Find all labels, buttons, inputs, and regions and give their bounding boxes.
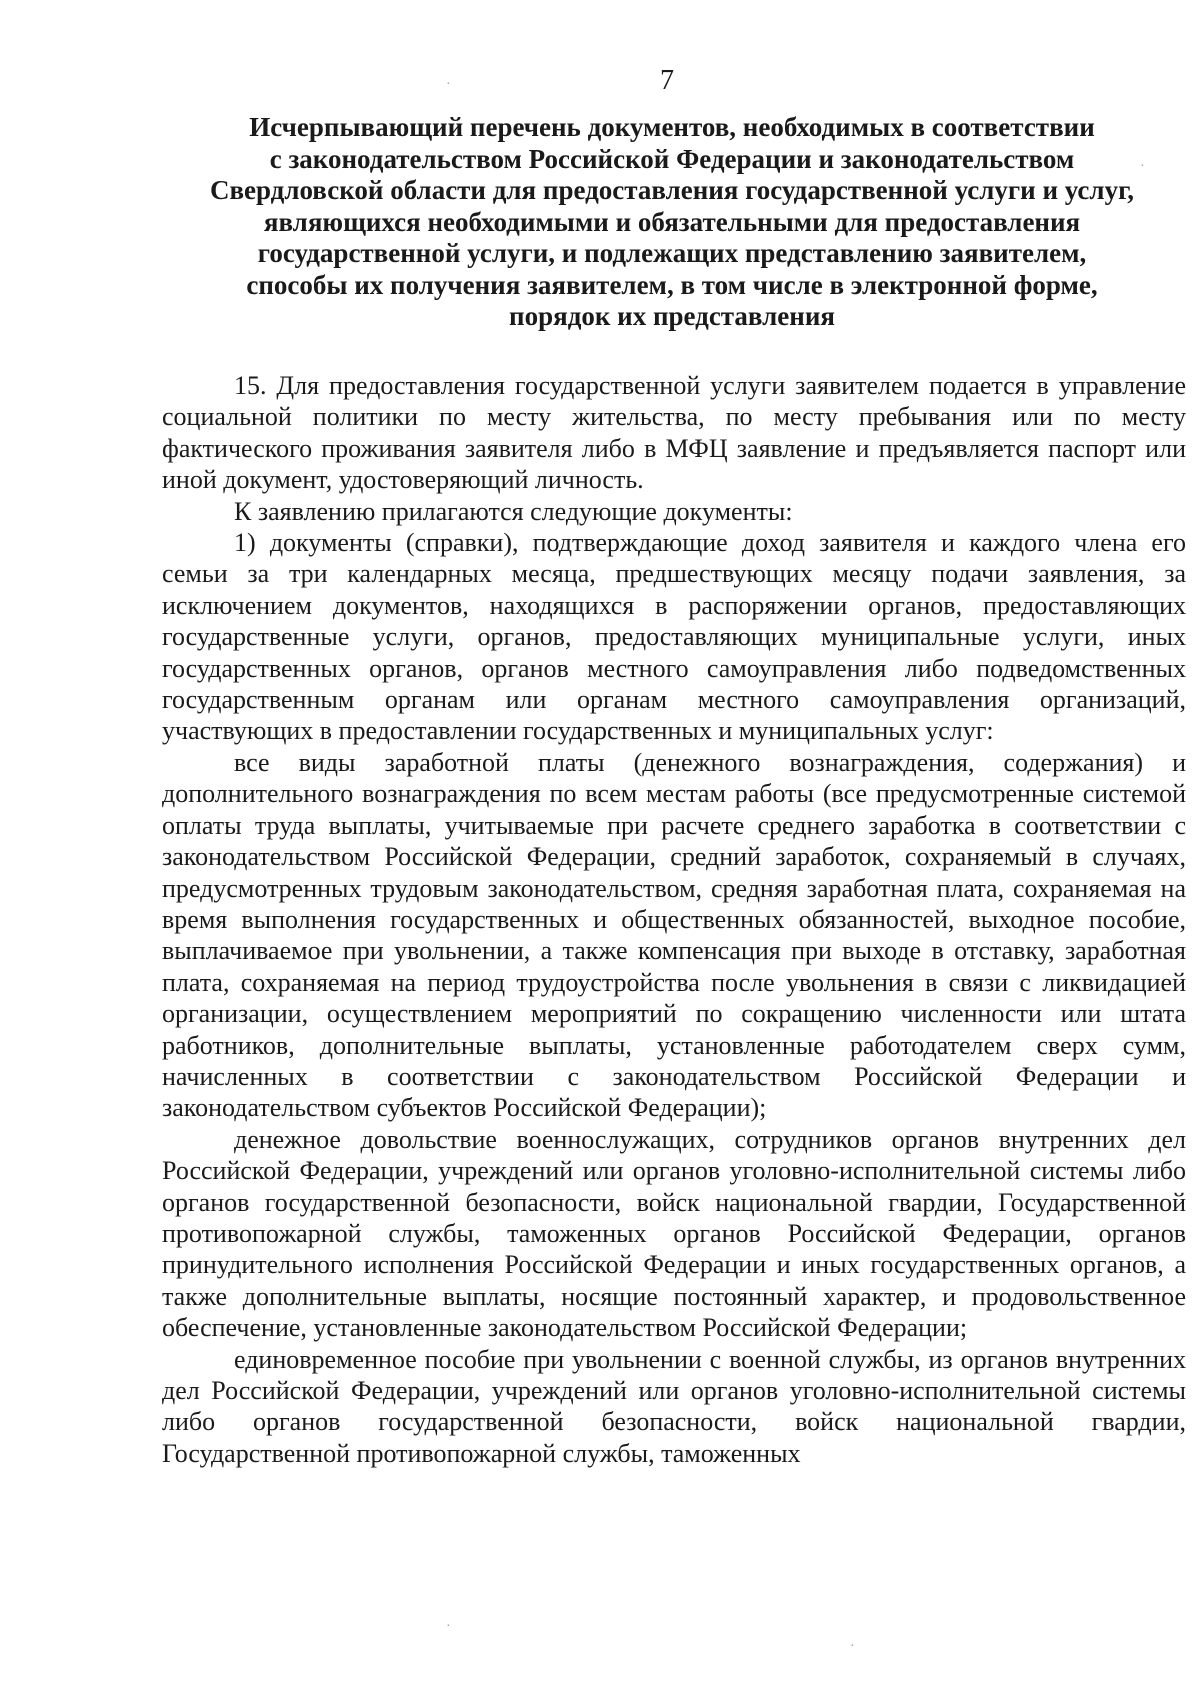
scan-artifact: · [850,1639,855,1654]
paragraph-item-15: 15. Для предоставления государственной услуги заявителем подается в управление социальной политики по месту жительства, по месту пребывания или по месту фактического проживания заявителя либо в МФЦ заявление и предъявляется паспорт или иной документ, удостоверяющий личность. [162,371,1186,495]
document-body [162,370,1186,1469]
paragraph-military-allowance: денежное довольствие военнослужащих, сотрудников органов внутренних дел Российской Федерации, учреждений или органов уголовно-исполнительной системы либо органов государственной безопасности, войск национальной гвардии, Государственной противопожарной службы, таможенных органов Российской Федерации, органов принудительного исполнения Российской Федерации и иных государственных органов, а также дополнительные выплаты, носящие постоянный характер, и продовольственное обеспечение, установленные законодательством Российской Федерации; [162,1124,1186,1343]
heading-line: Свердловской области для предоставления государственной услуги и услуг, [209,175,1135,205]
heading-line: Исчерпывающий перечень документов, необходимых в соответствии [249,112,1095,142]
page-number: 7 [660,65,674,96]
paragraph-wages: все виды заработной платы (денежного вознаграждения, содержания) и дополнительного вознаграждения по всем местам работы (все предусмотренные системой оплаты труда выплаты, учитываемые при расчете среднего заработка в соответствии с законодательством Российской Федерации, средний заработок, сохраняемый в случаях, предусмотренных трудовым законодательством, средняя заработная плата, сохраняемая на время выполнения государственных и общественных обязанностей, выходное пособие, выплачиваемое при увольнении, а также компенсация при выходе в отставку, заработная плата, сохраняемая на период трудоустройства после увольнения в связи с ликвидацией организации, осуществлением мероприятий по сокращению численности или штата работников, дополнительные выплаты, установленные работодателем сверх сумм, начисленных в соответствии с законодательством Российской Федерации и законодательством субъектов Российской Федерации); [162,747,1186,1123]
heading-line: с законодательством Российской Федерации и законодательством [269,143,1075,174]
heading-line: способы их получения заявителем, в том числе в электронной форме, [246,269,1098,300]
scan-artifact: · [446,1619,451,1634]
paragraph-attachments-intro: К заявлению прилагаются следующие документы: [234,496,793,526]
scan-artifact: · [446,77,451,92]
scan-artifact: · [1140,159,1145,174]
heading-line: государственной услуги, и подлежащих представлению заявителем, [257,238,1087,268]
heading-line: являющихся необходимыми и обязательными для предоставления [263,206,1081,237]
paragraph-item-1: 1) документы (справки), подтверждающие доход заявителя и каждого члена его семьи за три календарных месяца, предшествующих месяцу подачи заявления, за исключением документов, находящихся в распоряжении органов, предоставляющих государственные услуги, органов, предоставляющих муниципальные услуги, иных государственных органов, органов местного самоуправления либо подведомственных государственным органам или органам местного самоуправления организаций, участвующих в предоставлении государственных и муниципальных услуг: [162,528,1186,746]
section-heading [160,112,1184,333]
heading-line: порядок их представления [509,301,835,331]
paragraph-severance-benefit: единовременное пособие при увольнении с военной службы, из органов внутренних дел Российской Федерации, учреждений или органов уголовно-исполнительной системы либо органов государственной безопасности, войск национальной гвардии, Государственной противопожарной службы, таможенных [162,1344,1186,1468]
